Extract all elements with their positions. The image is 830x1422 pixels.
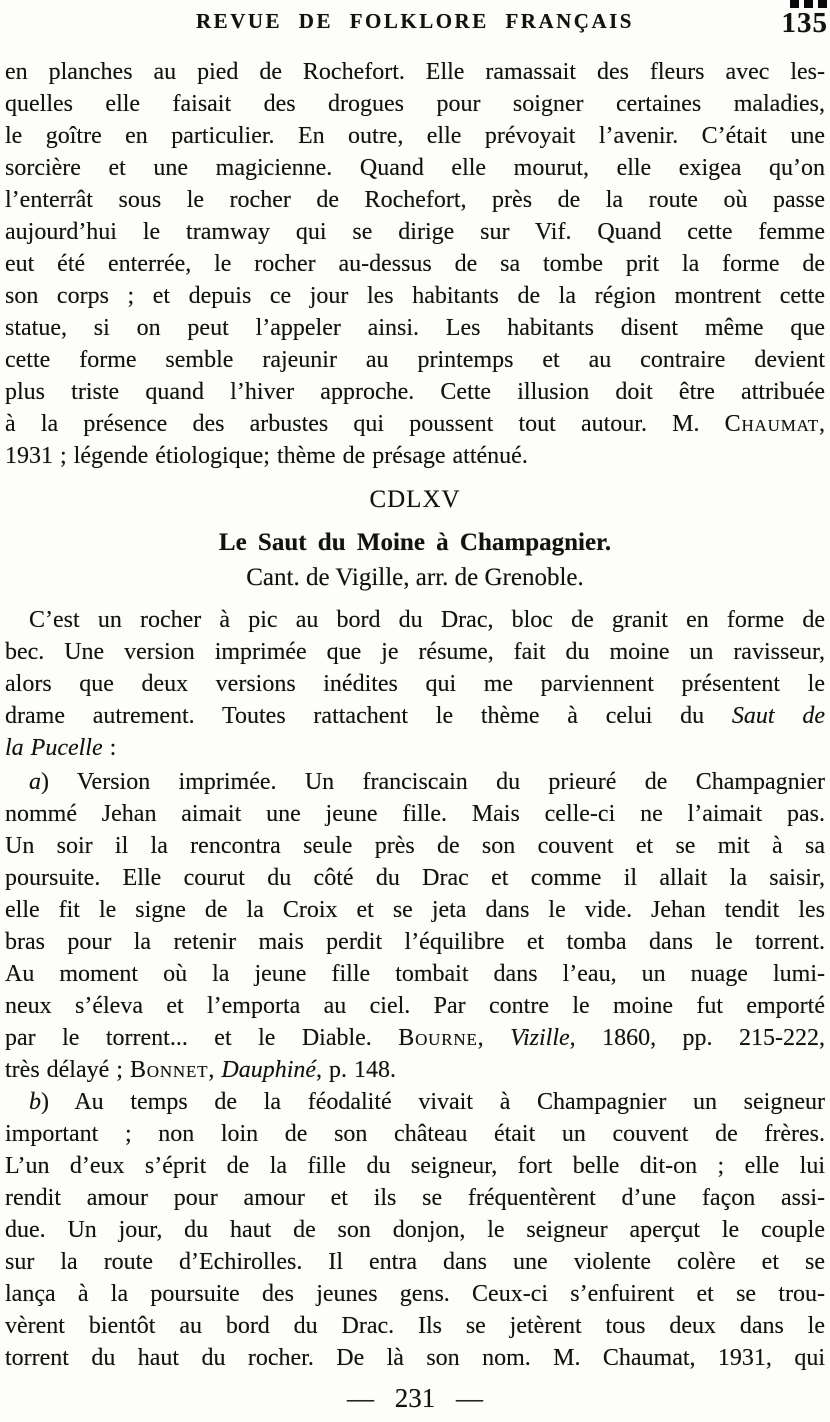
text-line: le goître en particulier. En outre, elle prévoyait l’avenir. C’était une (5, 123, 825, 149)
text-line: torrent du haut du rocher. De là son nom. M. Chaumat, 1931, qui (5, 1345, 825, 1371)
text-line: Au moment où la jeune fille tombait dans l’eau, un nuage lumi- (5, 961, 825, 987)
journal-title: REVUE DE FOLKLORE FRANÇAIS (196, 9, 634, 33)
text-line: poursuite. Elle courut du côté du Drac et comme il allait la saisir, (5, 865, 825, 891)
paragraph-version-b (5, 1086, 825, 1374)
text-line: bec. Une version imprimée que je résume, fait du moine un ravisseur, (5, 639, 825, 665)
text-line: son corps ; et depuis ce jour les habitants de la région montrent cette (5, 283, 825, 309)
text-line: par le torrent... et le Diable. Bourne, Vizille, 1860, pp. 215-222, (5, 1025, 825, 1051)
text-line: nommé Jehan aimait une jeune fille. Mais celle-ci ne l’aimait pas. (5, 801, 825, 827)
text-line: eut été enterrée, le rocher au-dessus de sa tombe prit la forme de (5, 251, 825, 277)
text-line: bras pour la retenir mais perdit l’équilibre et tomba dans le torrent. (5, 929, 825, 955)
section-number: CDLXV (369, 486, 461, 513)
section-subtitle: Cant. de Vigille, arr. de Grenoble. (246, 564, 584, 591)
text-line: lança à la poursuite des jeunes gens. Ceux-ci s’enfuirent et se trou- (5, 1281, 825, 1307)
text-line: Un soir il la rencontra seule près de son couvent et se mit à sa (5, 833, 825, 859)
text-line: cette forme semble rajeunir au printemps et au contraire devient (5, 347, 825, 373)
text-line: l’enterrât sous le rocher de Rochefort, près de la route où passe (5, 187, 825, 213)
section-heading (5, 484, 825, 594)
text-line: vèrent bientôt au bord du Drac. Ils se jetèrent tous deux dans le (5, 1313, 825, 1339)
text-line: neux s’éleva et l’emporta au ciel. Par contre le moine fut emporté (5, 993, 825, 1019)
text-line: la Pucelle : (5, 735, 117, 761)
text-line: important ; non loin de son château était un couvent de frères. (5, 1121, 825, 1147)
text-line: C’est un rocher à pic au bord du Drac, bloc de granit en forme de (29, 607, 825, 633)
text-line: très délayé ; Bonnet, Dauphiné, p. 148. (5, 1057, 397, 1083)
text-line: 1931 ; légende étiologique; thème de présage atténué. (5, 443, 528, 469)
text-line: rendit amour pour amour et ils se fréquentèrent d’une façon assi- (5, 1185, 825, 1211)
text-line: due. Un jour, du haut de son donjon, le seigneur aperçut le couple (5, 1217, 825, 1243)
paragraph-rochefort-legend (5, 56, 825, 472)
text-line: en planches au pied de Rochefort. Elle ramassait des fleurs avec les- (5, 59, 825, 85)
page-number-bottom: — 231 — (347, 1383, 483, 1413)
text-line: statue, si on peut l’appeler ainsi. Les habitants disent même que (5, 315, 825, 341)
text-line: plus triste quand l’hiver approche. Cette illusion doit être attribuée (5, 379, 825, 405)
text-line: sorcière et une magicienne. Quand elle mourut, elle exigea qu’on (5, 155, 825, 181)
text-line: quelles elle faisait des drogues pour soigner certaines maladies, (5, 91, 825, 117)
paragraph-version-a (5, 766, 825, 1086)
text-line: aujourd’hui le tramway qui se dirige sur Vif. Quand cette femme (5, 219, 825, 245)
section-title: Le Saut du Moine à Champagnier. (218, 529, 612, 556)
text-line: L’un d’eux s’éprit de la fille du seigneur, fort belle dit-on ; elle lui (5, 1153, 825, 1179)
text-line: a) Version imprimée. Un franciscain du prieuré de Champagnier (29, 769, 825, 795)
text-line: elle fit le signe de la Croix et se jeta dans le vide. Jehan tendit les (5, 897, 825, 923)
text-line: alors que deux versions inédites qui me parviennent présentent le (5, 671, 825, 697)
page-body (0, 48, 830, 1414)
text-line: à la présence des arbustes qui poussent tout autour. M. Chaumat, (5, 411, 825, 437)
page-number-top: 135 (781, 7, 828, 39)
text-line: sur la route d’Echirolles. Il entra dans une violente colère et se (5, 1249, 825, 1275)
text-line: b) Au temps de la féodalité vivait à Champagnier un seigneur (29, 1089, 825, 1115)
paragraph-intro (5, 604, 825, 764)
running-header (0, 0, 830, 48)
text-line: drame autrement. Toutes rattachent le thème à celui du Saut de (5, 703, 825, 729)
